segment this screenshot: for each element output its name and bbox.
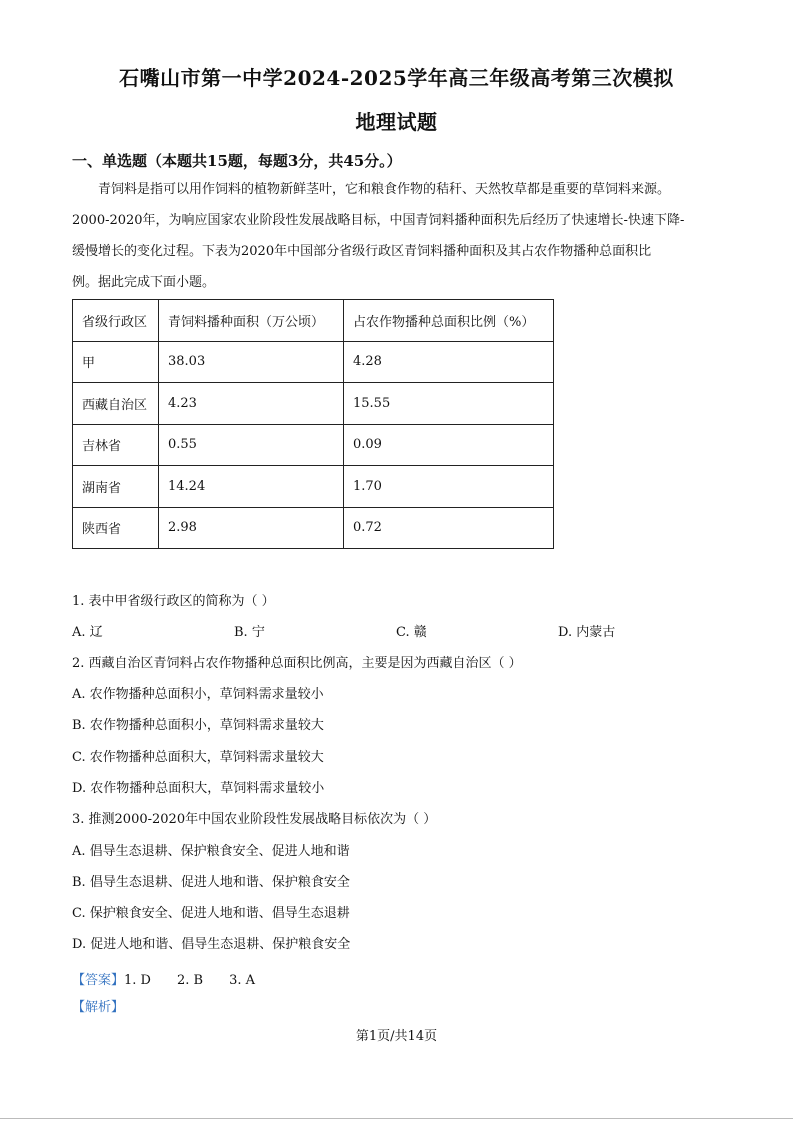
table-cell: 2.98 (159, 507, 344, 549)
answer-line (72, 969, 255, 988)
page-subtitle: 地理试题 (355, 110, 438, 134)
table-cell: 38.03 (159, 341, 344, 383)
question-stem: 2. 西藏自治区青饲料占农作物播种总面积比例高，主要是因为西藏自治区（ ） (72, 656, 522, 671)
intro-paragraph (72, 174, 722, 298)
question-option: C. 保护粮食安全、促进人地和谐、倡导生态退耕 (72, 906, 350, 921)
table-cell: 0.72 (344, 507, 554, 549)
question-option: B. 宁 (234, 625, 265, 640)
question-option: B. 倡导生态退耕、促进人地和谐、保护粮食安全 (72, 875, 350, 890)
table-header-row (73, 300, 554, 342)
question-stem: 1. 表中甲省级行政区的简称为（ ） (72, 594, 275, 609)
table-row (73, 341, 554, 383)
table-row (73, 466, 554, 508)
question-option: D. 内蒙古 (558, 625, 616, 640)
answer-item: 2. B (176, 973, 204, 988)
table-cell: 14.24 (159, 466, 344, 508)
intro-line: 缓慢增长的变化过程。下表为2020年中国部分省级行政区青饲料播种面积及其占农作物播种总面积比 (72, 244, 652, 259)
page-bottom-divider (0, 1118, 793, 1119)
table-cell: 0.09 (344, 424, 554, 466)
intro-line: 2000-2020年，为响应国家农业阶段性发展战略目标，中国青饲料播种面积先后经历了快速增长-快速下降- (72, 213, 685, 228)
question-option: B. 农作物播种总面积小，草饲料需求量较大 (72, 718, 324, 733)
question-option: D. 农作物播种总面积大，草饲料需求量较小 (72, 781, 325, 796)
answer-label: 【答案】 (72, 973, 125, 988)
section-header: 一、单选题（本题共15题，每题3分，共45分。） (72, 152, 402, 170)
table-header-cell: 占农作物播种总面积比例（%） (344, 300, 554, 342)
table-row (73, 383, 554, 425)
page-footer: 第1页/共14页 (355, 1029, 438, 1044)
page-title: 石嘴山市第一中学2024-2025学年高三年级高考第三次模拟 (119, 66, 674, 90)
table-cell: 1.70 (344, 466, 554, 508)
answer-item: 1. D (124, 973, 151, 988)
question-option: A. 辽 (72, 625, 103, 640)
table-header-cell: 青饲料播种面积（万公顷） (159, 300, 344, 342)
question-option: C. 农作物播种总面积大，草饲料需求量较大 (72, 750, 324, 765)
table-cell: 吉林省 (73, 424, 159, 466)
table-header-cell: 省级行政区 (73, 300, 159, 342)
table-row (73, 424, 554, 466)
question-option: A. 农作物播种总面积小，草饲料需求量较小 (72, 687, 324, 702)
question-option: C. 赣 (396, 625, 427, 640)
table-cell: 西藏自治区 (73, 383, 159, 425)
question-stem: 3. 推测2000-2020年中国农业阶段性发展战略目标依次为（ ） (72, 812, 437, 827)
question-option: A. 倡导生态退耕、保护粮食安全、促进人地和谐 (72, 844, 350, 859)
intro-line: 青饲料是指可以用作饲料的植物新鲜茎叶，它和粮食作物的秸秆、天然牧草都是重要的草饲料来源。 (98, 182, 671, 197)
data-table (72, 299, 554, 549)
table-cell: 4.23 (159, 383, 344, 425)
table-row (73, 507, 554, 549)
question-option: D. 促进人地和谐、倡导生态退耕、保护粮食安全 (72, 937, 351, 952)
table-cell: 0.55 (159, 424, 344, 466)
table-cell: 15.55 (344, 383, 554, 425)
table-cell: 湖南省 (73, 466, 159, 508)
table-cell: 甲 (73, 341, 159, 383)
table-cell: 4.28 (344, 341, 554, 383)
analysis-label: 【解析】 (72, 1000, 125, 1015)
table-cell: 陕西省 (73, 507, 159, 549)
answer-item: 3. A (229, 973, 256, 988)
intro-line: 例。据此完成下面小题。 (72, 275, 216, 290)
